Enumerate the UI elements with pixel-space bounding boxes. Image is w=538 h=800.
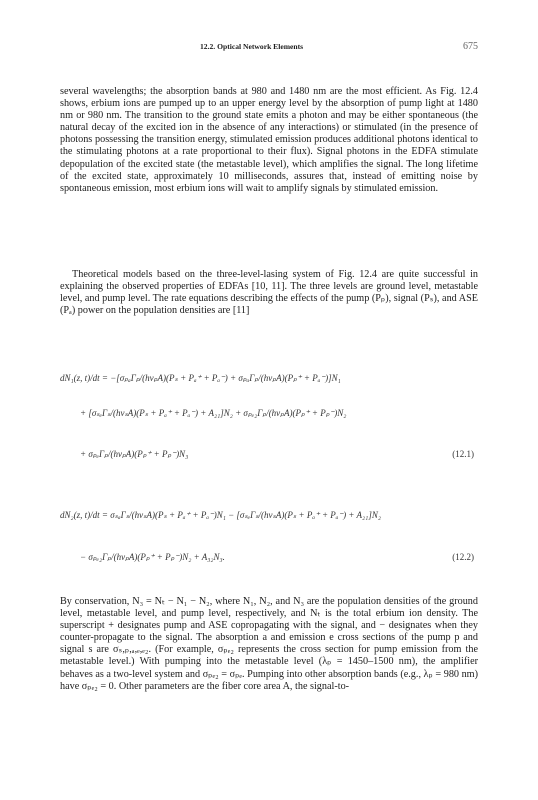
equation-text: + [σₛₑΓₛ/(hνₛA)(Pₛ + Pₐ⁺ + Pₐ⁻) + A₂₁]N₂ + σₚₑ₂Γₚ/(hνₚA)(Pₚ⁺ + Pₚ⁻)N₂	[80, 408, 347, 418]
equation-number-12-1: (12.1)	[452, 449, 474, 459]
paragraph-1-block	[60, 86, 478, 195]
paragraph-2: Theoretical models based on the three-level-lasing system of Fig. 12.4 are quite successful in explaining the observed properties of EDFAs [10, 11]. The three levels are ground level, metastable level, and pump level. The rate equations describing the effects of the pump (Pₚ), signal (Pₛ), and ASE (Pₐ) power on the population densities are [11]	[60, 269, 478, 317]
equation-12-2-line-2	[60, 552, 478, 572]
equation-text: + σₚₑΓₚ/(hνₚA)(Pₚ⁺ + Pₚ⁻)N₃	[80, 449, 189, 459]
equation-text: − σₚₑ₂Γₚ/(hνₚA)(Pₚ⁺ + Pₚ⁻)N₂ + A₃₂N₃.	[80, 552, 225, 562]
equation-12-2-line-1	[60, 510, 478, 530]
equation-text: dN₂(z, t)/dt = σₛₐΓₛ/(hνₛA)(Pₛ + Pₐ⁺ + Pₐ⁻)N₁ − [σₛₑΓₛ/(hνₛA)(Pₛ + Pₐ⁺ + Pₐ⁻) + A₂₁]N₂	[60, 510, 381, 520]
running-header	[60, 42, 478, 56]
paragraph-1: several wavelengths; the absorption bands at 980 and 1480 nm are the most efficient. As Fig. 12.4 shows, erbium ions are pumped up to an upper energy level by the absorption of pump light at 1480 nm or 980 nm. The transition to the ground state emits a photon and may be either spontaneous (the natural decay of the excited ion in the absence of any interactions) or stimulated (in the presence of photons possessing the transition energy, stimulated emission produces additional photons identical to the stimulating photons at a rate proportional to their flux). Signal photons in the EDFA stimulate depopulation of the excited state (the metastable level), which amplifies the signal. The long lifetime of the excited state, approximately 10 milliseconds, assures that, instead of emitting noise by spontaneous emission, most erbium ions will wait to amplify signals by stimulated emission.	[60, 86, 478, 194]
equation-12-1-line-1	[60, 373, 478, 393]
paragraph-3-block	[60, 596, 478, 693]
paragraph-2-block	[60, 269, 478, 317]
section-title: 12.2. Optical Network Elements	[200, 42, 304, 51]
equation-number-12-2: (12.2)	[452, 552, 474, 562]
equation-text: dN₁(z, t)/dt = −[σₚₐΓₚ/(hνₚA)(Pₛ + Pₐ⁺ + Pₐ⁻) + σₚₐΓₚ/(hνₚA)(Pₚ⁺ + Pₐ⁻)]N₁	[60, 373, 341, 383]
equation-12-1-line-2	[60, 408, 478, 428]
paragraph-3: By conservation, N₃ = Nₜ − N₁ − N₂, where N₁, N₂, and N₃ are the population densities of the ground level, metastable level, and pump level, respectively, and Nₜ is the total erbium ion density. The superscript + designates pump and ASE copropagating with the signal, and − designates when they counter-propagate to the signal. The absorption a and emission e cross sections of the pump p and signal s are σₛ,ₚ,ₐ,ₑ,ₑ₂. (For example, σₚₑ₂ represents the cross section for pump emission from the metastable level.) With pumping into the metastable level (λₚ = 1450–1500 nm), the amplifier behaves as a two-level system and σₚₑ₂ = σₚₑ. Pumping into other absorption bands (e.g., λₚ = 980 nm) have σₚₑ₂ = 0. Other parameters are the fiber core area A, the signal-to-	[60, 596, 478, 692]
page-number: 675	[463, 41, 478, 52]
equation-12-1-line-3	[60, 449, 478, 469]
